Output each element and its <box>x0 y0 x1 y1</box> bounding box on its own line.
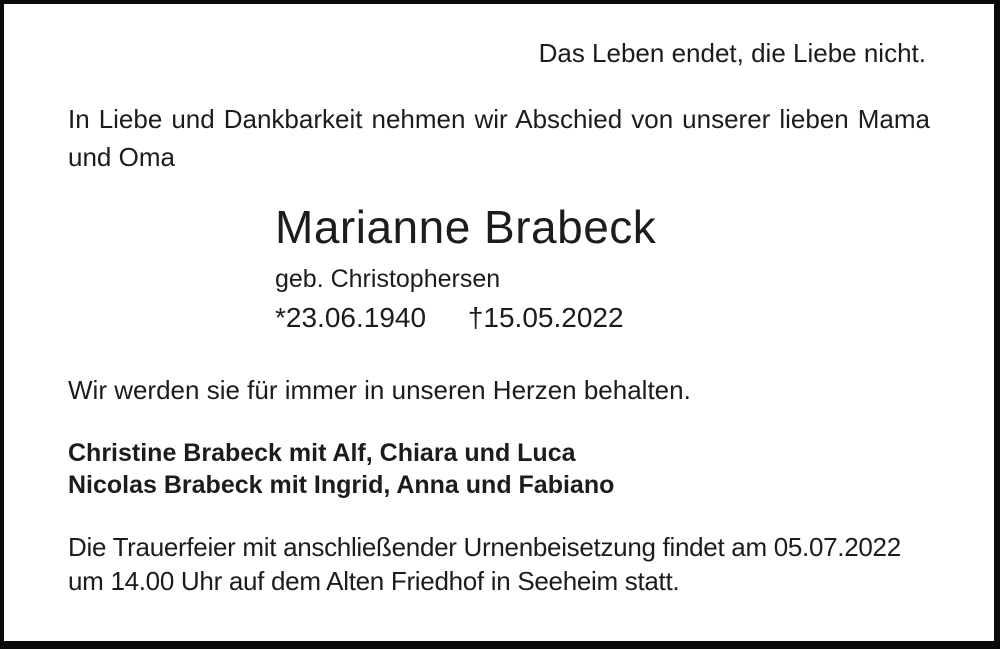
mourner-line: Christine Brabeck mit Alf, Chiara und Luca <box>68 439 576 467</box>
birth-date: *23.06.1940 <box>275 302 427 333</box>
funeral-line: um 14.00 Uhr auf dem Alten Friedhof in Seeheim statt. <box>68 566 680 596</box>
funeral-line: Die Trauerfeier mit anschließender Urnenbeisetzung findet am 05.07.2022 <box>68 532 901 562</box>
intro-line: und Oma <box>68 142 175 172</box>
funeral-info <box>68 530 901 598</box>
motto-line: Das Leben endet, die Liebe nicht. <box>538 38 926 68</box>
intro-line: In Liebe und Dankbarkeit nehmen wir Abschied von unserer lieben Mama <box>68 104 930 134</box>
deceased-block <box>275 200 656 335</box>
mourners-list <box>68 437 614 501</box>
deceased-name: Marianne Brabeck <box>275 201 657 253</box>
remembrance-line: Wir werden sie für immer in unseren Herzen behalten. <box>68 375 691 405</box>
intro-paragraph <box>68 100 930 176</box>
life-dates <box>275 301 656 335</box>
mourner-line: Nicolas Brabeck mit Ingrid, Anna und Fabiano <box>68 471 615 499</box>
death-date: †15.05.2022 <box>467 302 624 333</box>
birth-name: geb. Christophersen <box>275 265 501 293</box>
